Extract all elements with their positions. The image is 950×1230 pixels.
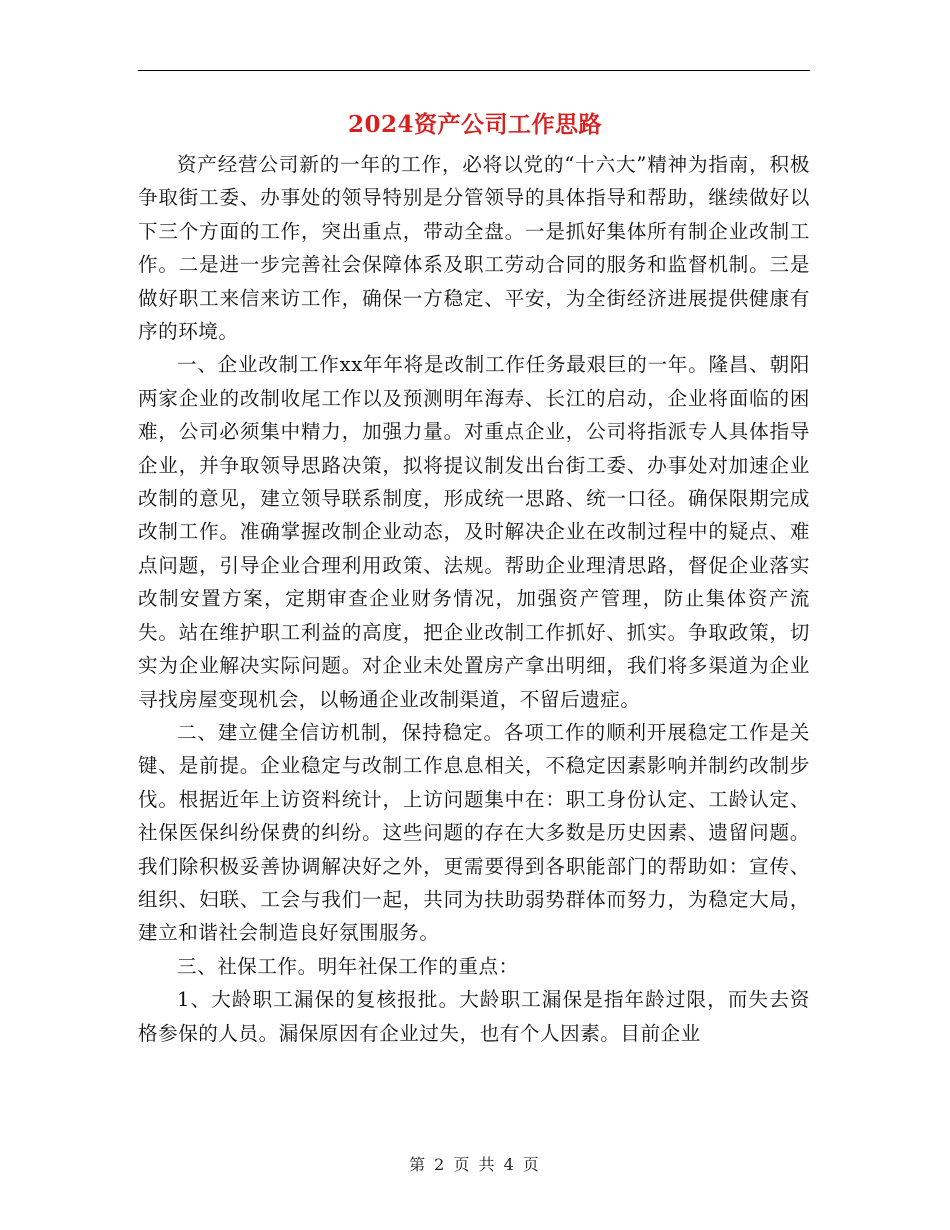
paragraph-intro: 资产经营公司新的一年的工作，必将以党的“十六大”精神为指南，积极争取街工委、办事处的领导特别是分管领导的具体指导和帮助，继续做好以下三个方面的工作，突出重点，带动全盘。一是抓好集体所有制企业改制工作。二是进一步完善社会保障体系及职工劳动合同的服务和监督机制。三是做好职工来信来访工作，确保一方稳定、平安，为全街经济进展提供健康有序的环境。: [138, 153, 810, 344]
paragraph-section-2: 二、建立健全信访机制，保持稳定。各项工作的顺利开展稳定工作是关键、是前提。企业稳定与改制工作息息相关，不稳定因素影响并制约改制步伐。根据近年上访资料统计，上访问题集中在：职工身份认定、工龄认定、社保医保纠纷保费的纠纷。这些问题的存在大多数是历史因素、遗留问题。我们除积极妥善协调解决好之外，更需要得到各职能部门的帮助如：宣传、组织、妇联、工会与我们一起，共同为扶助弱势群体而努力，为稳定大局，建立和谐社会制造良好氛围服务。: [138, 720, 810, 945]
header-rule: [138, 70, 810, 71]
document-body: [138, 148, 810, 1050]
page-number: 第 2 页 共 4 页: [409, 1155, 541, 1174]
paragraph-section-1: 一、企业改制工作xx年年将是改制工作任务最艰巨的一年。隆昌、朝阳两家企业的改制收尾工作以及预测明年海寿、长江的启动，企业将面临的困难，公司必须集中精力，加强力量。对重点企业，公司将指派专人具体指导企业，并争取领导思路决策，拟将提议制发出台街工委、办事处对加速企业改制的意见，建立领导联系制度，形成统一思路、统一口径。确保限期完成改制工作。准确掌握改制企业动态，及时解决企业在改制过程中的疑点、难点问题，引导企业合理利用政策、法规。帮助企业理清思路，督促企业落实改制安置方案，定期审查企业财务情况，加强资产管理，防止集体资产流失。站在维护职工利益的高度，把企业改制工作抓好、抓实。争取政策，切实为企业解决实际问题。对企业未处置房产拿出明细，我们将多渠道为企业寻找房屋变现机会，以畅通企业改制渠道，不留后遗症。: [138, 353, 810, 711]
document-title: 2024资产公司工作思路: [347, 111, 602, 138]
paragraph-section-3: 三、社保工作。明年社保工作的重点：: [177, 954, 519, 978]
paragraph-section-3-item-1: 1、大龄职工漏保的复核报批。大龄职工漏保是指年龄过限，而失去资格参保的人员。漏保原因有企业过失，也有个人因素。目前企业: [138, 988, 810, 1045]
